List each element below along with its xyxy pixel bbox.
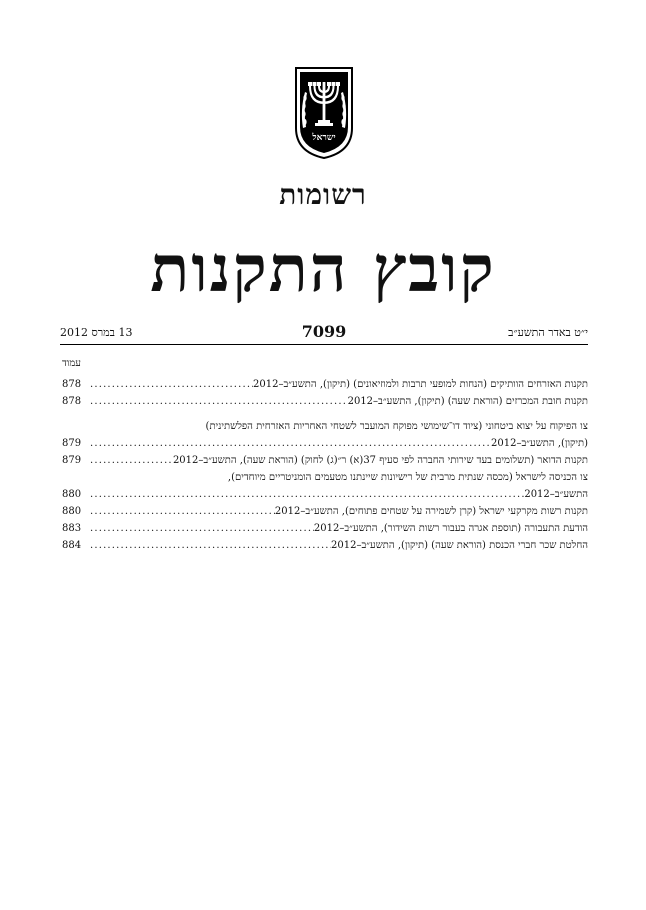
- table-of-contents: [62, 376, 588, 554]
- collection-title: קובץ התקנות: [150, 232, 496, 307]
- toc-entry-title: תקנות האזרחים הוותיקים (הנחות למופעי תרבות ולמוזיאונים) (תיקון), התשע״ב–2012: [252, 379, 588, 390]
- issue-bar: [60, 322, 588, 342]
- toc-dot-leader: [90, 520, 314, 537]
- toc-entry-title-line: צו הפיקוח על יצוא ביטחוני (ציוד דו־שימושי מפוקח המועבר לשטחי האחריות האזרחית הפלשתינית): [205, 421, 588, 432]
- state-emblem: [294, 66, 354, 160]
- publication-name: רשומות: [279, 178, 367, 211]
- issue-number: 7099: [301, 322, 347, 341]
- toc-entry-page: 883: [62, 523, 82, 534]
- toc-entry[interactable]: [62, 393, 588, 410]
- toc-dot-leader: [90, 393, 348, 410]
- toc-entry-title: תקנות רשות מקרקעי ישראל (קרן לשמירה על שטחים פתוחים), התשע״ב–2012: [274, 506, 588, 517]
- toc-entry[interactable]: [62, 503, 588, 520]
- toc-entry-page: 879: [62, 455, 82, 466]
- toc-entry-title: החלטת שכר חברי הכנסת (הוראת שעה) (תיקון), התשע״ב–2012: [330, 540, 588, 551]
- menorah-emblem-icon: [294, 66, 354, 160]
- toc-dot-leader: [90, 452, 173, 469]
- page-column-label: עמוד: [62, 358, 81, 369]
- toc-entry[interactable]: [62, 376, 588, 393]
- toc-dot-leader: [90, 503, 275, 520]
- toc-dot-leader: [90, 435, 491, 452]
- svg-text:ישראל: ישראל: [312, 133, 336, 143]
- toc-entry[interactable]: [62, 537, 588, 554]
- toc-entry-page: 884: [62, 540, 82, 551]
- toc-entry[interactable]: [62, 469, 588, 503]
- gregorian-date: 13 במרס 2012: [60, 326, 133, 339]
- toc-entry[interactable]: [62, 418, 588, 452]
- toc-entry[interactable]: [62, 452, 588, 469]
- toc-dot-leader: [90, 376, 253, 393]
- toc-entry-page: 878: [62, 379, 82, 390]
- toc-entry-title: הודעת התעבורה (תוספת אגרה בעבור רשות השידור), התשע״ב–2012: [313, 523, 588, 534]
- toc-entry-page: 880: [62, 506, 82, 517]
- header-divider: [60, 344, 588, 345]
- toc-dot-leader: [90, 486, 524, 503]
- toc-entry-title: (תיקון), התשע״ב–2012: [490, 438, 588, 449]
- toc-entry-page: 879: [62, 438, 82, 449]
- toc-entry-title-line: צו הכניסה לישראל (מכסה שנתית מרבית של רישיונות שיינתנו מטעמים הומניטריים מיוחדים),: [227, 472, 588, 483]
- toc-entry-page: 878: [62, 396, 82, 407]
- toc-dot-leader: [90, 537, 331, 554]
- toc-entry-title: התשע״ב–2012: [524, 489, 588, 500]
- toc-entry-title: תקנות חובת המכרזים (הוראת שעה) (תיקון), התשע״ב–2012: [347, 396, 588, 407]
- toc-entry-title: תקנות הדואר (תשלומים בעד שירותי החברה לפי סעיף 37(א) ר״(ג) לחוק) (הוראת שעה), התשע״ב–2012: [172, 455, 588, 466]
- toc-entry-page: 880: [62, 489, 82, 500]
- hebrew-date: י״ט באדר התשע״ב: [508, 326, 588, 339]
- toc-entry[interactable]: [62, 520, 588, 537]
